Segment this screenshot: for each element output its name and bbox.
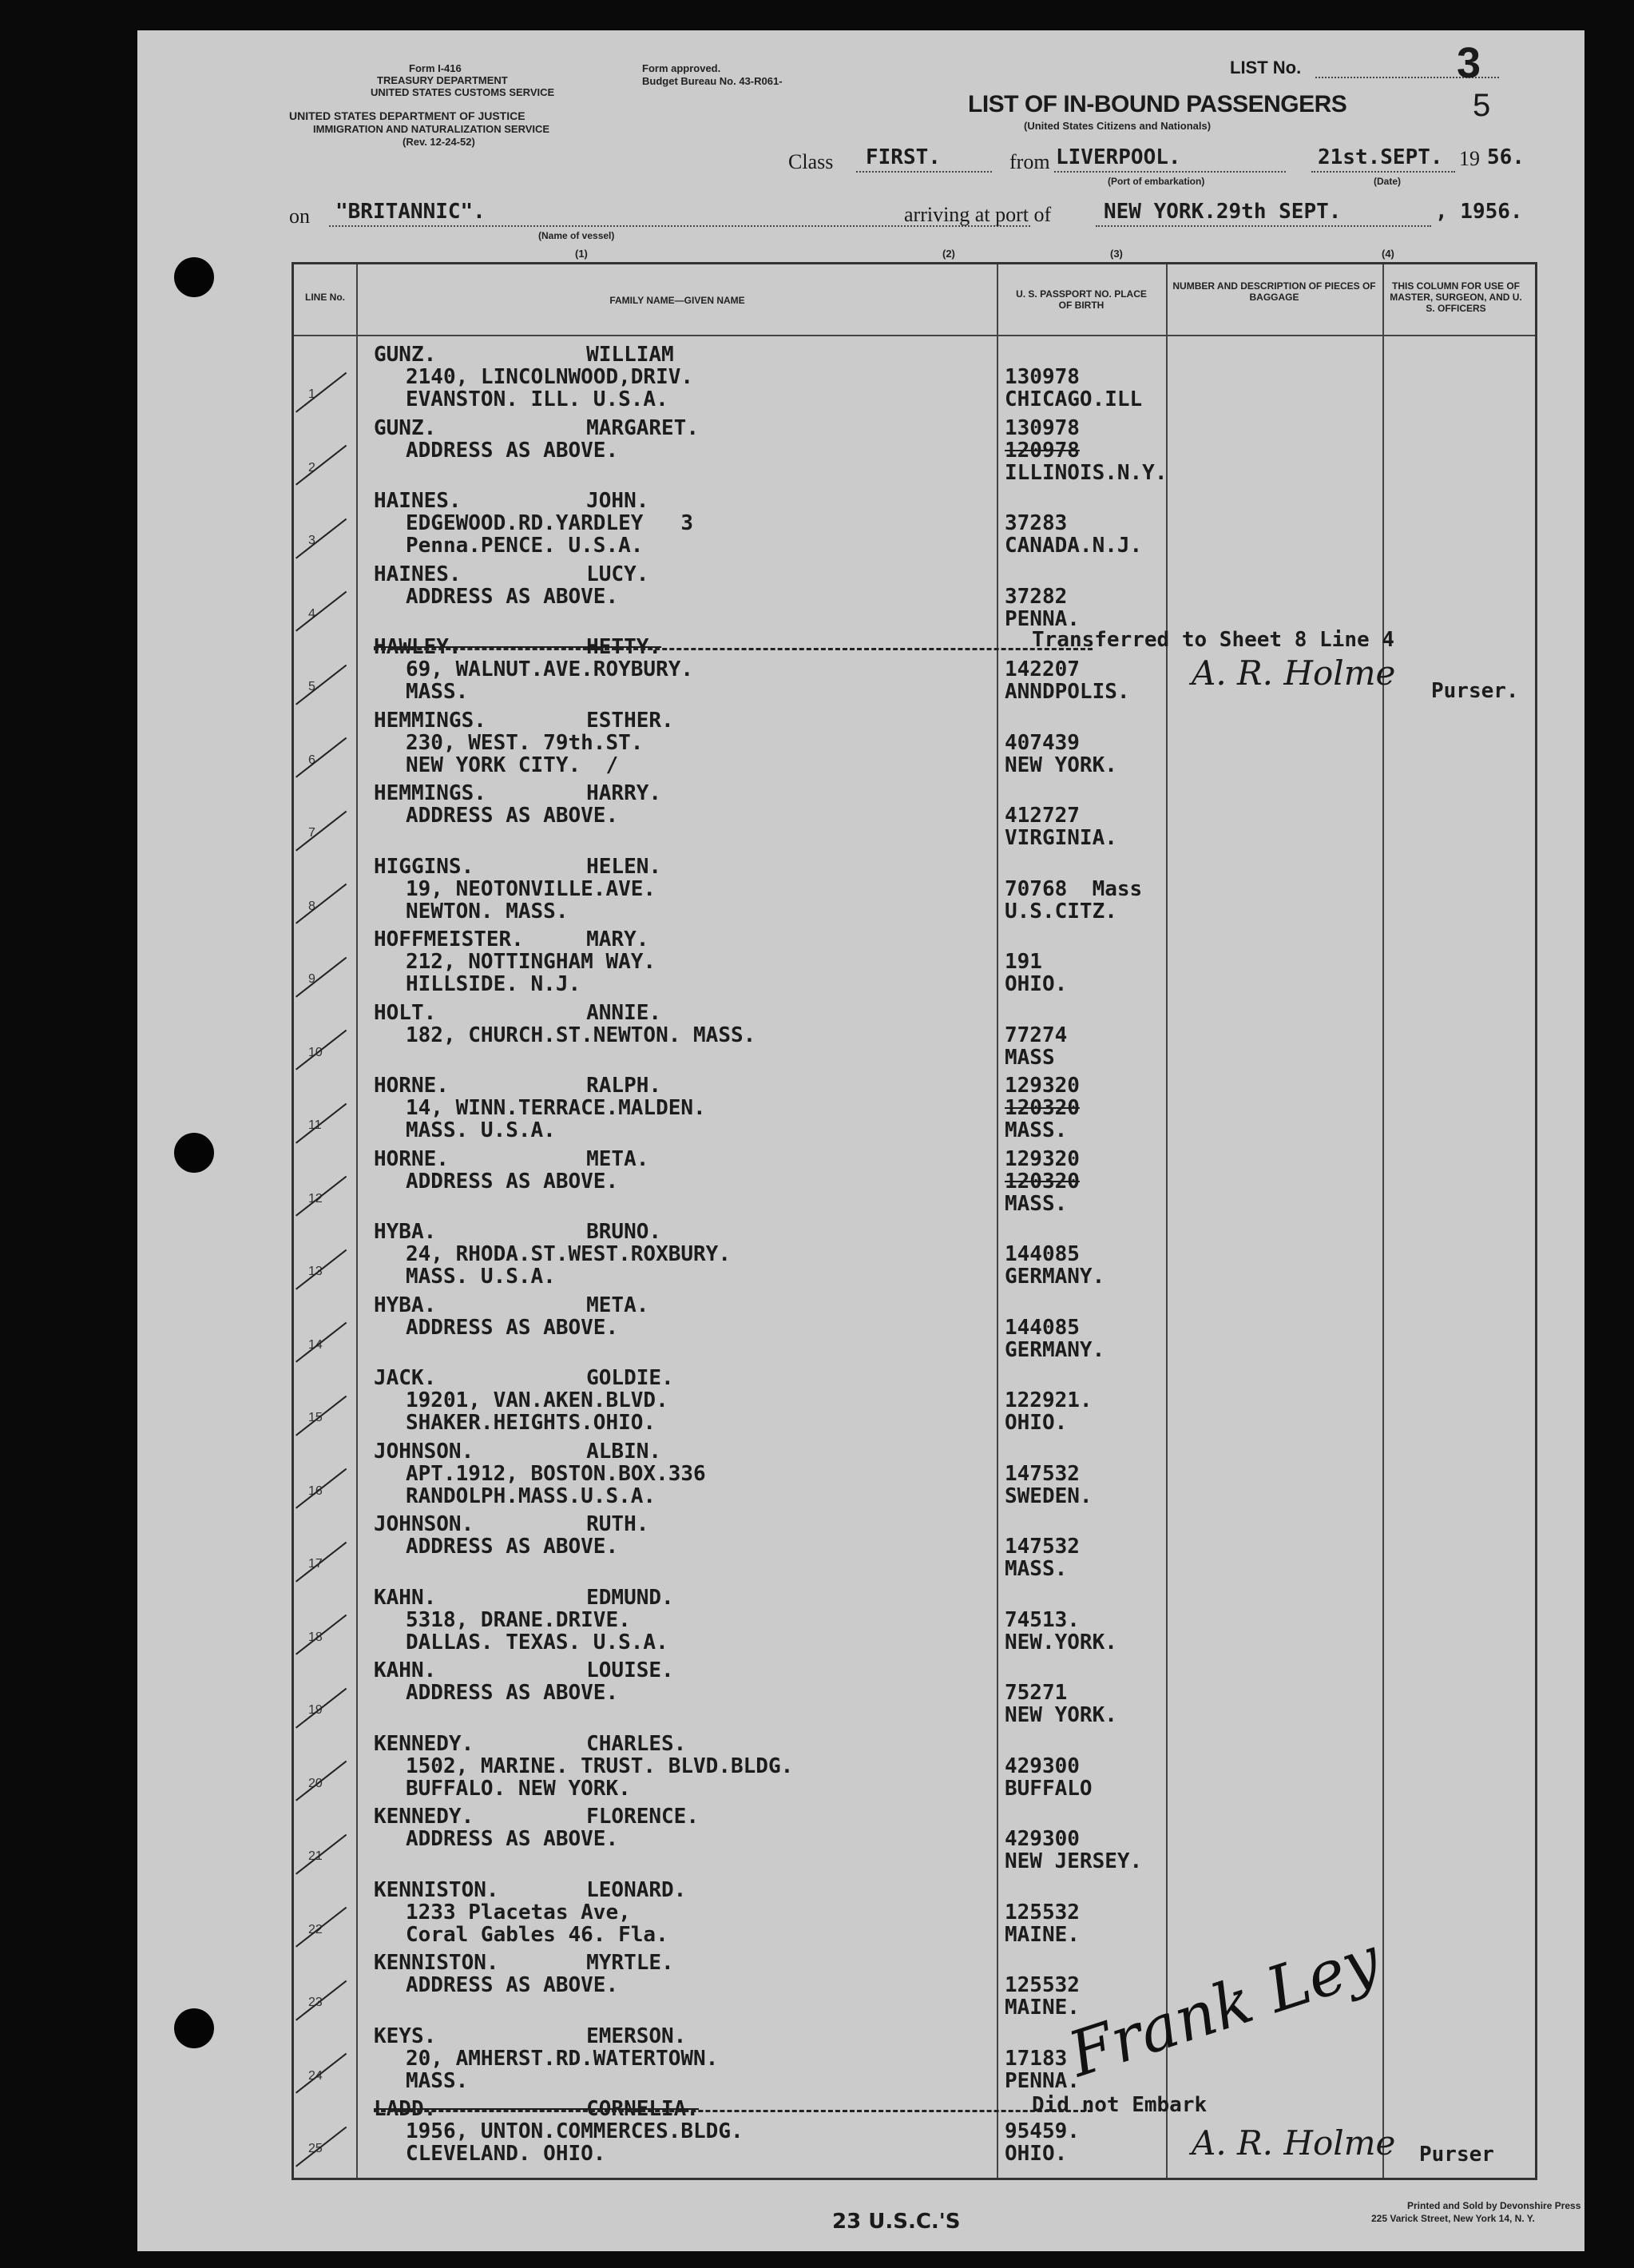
passport-number: 95459. xyxy=(1005,2119,1080,2143)
header-divider xyxy=(294,335,1535,336)
line-number: 17 xyxy=(308,1557,323,1571)
passenger-name: HAINES. JOHN. xyxy=(374,489,649,513)
passenger-name: HORNE. RALPH. xyxy=(374,1074,662,1098)
form-approved: Form approved. xyxy=(642,62,721,74)
passenger-name: KAHN. EDMUND. xyxy=(374,1585,674,1610)
check-mark xyxy=(295,1249,347,1289)
line-number: 4 xyxy=(308,606,315,621)
address-line-2: HILLSIDE. N.J. xyxy=(406,972,581,996)
passenger-row xyxy=(294,561,1535,634)
place-of-birth: PENNA. xyxy=(1005,2068,1080,2093)
line-number: 16 xyxy=(308,1484,323,1498)
check-mark xyxy=(295,664,347,705)
check-mark xyxy=(295,1615,347,1655)
address-line-2: DALLAS. TEXAS. U.S.A. xyxy=(406,1630,668,1654)
passenger-name: HORNE. META. xyxy=(374,1146,649,1171)
address-line-2: CLEVELAND. OHIO. xyxy=(406,2142,606,2166)
header-name: FAMILY NAME—GIVEN NAME xyxy=(609,295,745,306)
passenger-name: HOLT. ANNIE. xyxy=(374,1000,662,1025)
address-line-1: 212, NOTTINGHAM WAY. xyxy=(406,950,656,974)
passenger-name: GUNZ. MARGARET. xyxy=(374,415,699,440)
embarkation-date: 21st.SEPT. xyxy=(1318,145,1443,169)
line-number: 11 xyxy=(308,1118,322,1132)
passenger-name: KENNEDY. CHARLES. xyxy=(374,1731,687,1756)
arrival-port-date: NEW YORK.29th SEPT. xyxy=(1104,200,1342,224)
from-label: from xyxy=(1009,150,1050,173)
place-of-birth: BUFFALO xyxy=(1005,1776,1093,1801)
officer-signature: Frank Ley xyxy=(1060,1924,1389,2091)
passenger-row xyxy=(294,1072,1535,1146)
check-mark xyxy=(295,1980,347,2020)
address-line-2: SHAKER.HEIGHTS.OHIO. xyxy=(406,1411,656,1435)
address-line-1: ADDRESS AS ABOVE. xyxy=(406,438,619,463)
place-of-birth-corrected: MASS. xyxy=(1005,1191,1068,1216)
place-of-birth: CHICAGO.ILL xyxy=(1005,387,1143,411)
place-of-birth: U.S.CITZ. xyxy=(1005,899,1117,923)
place-of-birth: OHIO. xyxy=(1005,972,1068,996)
place-of-birth: MASS. xyxy=(1005,1557,1068,1581)
passenger-row xyxy=(294,926,1535,999)
date-caption: (Date) xyxy=(1374,176,1402,187)
place-of-birth: 120320 xyxy=(1005,1096,1080,1120)
class-label: Class xyxy=(788,150,834,173)
check-mark xyxy=(295,518,347,558)
class-rule xyxy=(856,171,992,173)
line-number: 7 xyxy=(308,826,315,840)
check-mark xyxy=(295,810,347,851)
check-mark xyxy=(295,1395,347,1436)
passenger-row xyxy=(294,1584,1535,1658)
place-of-birth: 120978 xyxy=(1005,438,1080,463)
place-of-birth: NEW.YORK. xyxy=(1005,1630,1117,1654)
address-line-2: RANDOLPH.MASS.U.S.A. xyxy=(406,1484,656,1508)
address-line-1: ADDRESS AS ABOVE. xyxy=(406,804,619,828)
place-of-birth: GERMANY. xyxy=(1005,1337,1105,1362)
passenger-name: JOHNSON. RUTH. xyxy=(374,1512,649,1536)
column-number-4: (4) xyxy=(1382,248,1394,260)
passport-number: 77274 xyxy=(1005,1023,1068,1047)
header-passport: U. S. PASSPORT NO. PLACE OF BIRTH xyxy=(1016,288,1147,311)
check-mark xyxy=(295,1322,347,1363)
treasury-department: TREASURY DEPARTMENT xyxy=(377,74,508,86)
line-number: 1 xyxy=(308,387,315,401)
passenger-name: GUNZ. WILLIAM xyxy=(374,343,674,367)
passenger-row xyxy=(294,1657,1535,1730)
department-of-justice: UNITED STATES DEPARTMENT OF JUSTICE xyxy=(289,109,525,122)
passenger-row xyxy=(294,1730,1535,1804)
address-line-1: ADDRESS AS ABOVE. xyxy=(406,1681,619,1705)
header-line-no: LINE No. xyxy=(305,292,345,303)
address-line-2: NEW YORK CITY. / xyxy=(406,753,619,777)
place-of-birth: VIRGINIA. xyxy=(1005,826,1117,850)
place-of-birth: OHIO. xyxy=(1005,2142,1068,2166)
address-line-1: ADDRESS AS ABOVE. xyxy=(406,1535,619,1559)
statute-reference: 23 U.S.C.'S xyxy=(832,2210,961,2234)
passenger-name: HEMMINGS. ESTHER. xyxy=(374,708,674,733)
manifest-sheet xyxy=(137,30,1584,2251)
check-mark xyxy=(295,1541,347,1582)
line-number: 18 xyxy=(308,1630,323,1644)
passenger-name: HAINES. LUCY. xyxy=(374,562,649,586)
passport-number: 130978 xyxy=(1005,365,1080,389)
on-label: on xyxy=(289,205,310,228)
address-line-1: ADDRESS AS ABOVE. xyxy=(406,1169,619,1194)
address-line-1: ADDRESS AS ABOVE. xyxy=(406,584,619,609)
passenger-row xyxy=(294,999,1535,1073)
address-line-1: 1956, UNTON.COMMERCES.BLDG. xyxy=(406,2119,744,2143)
place-of-birth: ANNDPOLIS. xyxy=(1005,680,1130,704)
passenger-row xyxy=(294,1364,1535,1438)
passenger-name: KENNISTON. LEONARD. xyxy=(374,1877,687,1902)
check-mark xyxy=(295,1833,347,1874)
place-of-birth: 120320 xyxy=(1005,1169,1080,1194)
passport-number: 129320 xyxy=(1005,1074,1080,1098)
passenger-row xyxy=(294,1438,1535,1511)
line-number: 5 xyxy=(308,680,315,693)
address-line-2: MASS. U.S.A. xyxy=(406,1118,556,1142)
address-line-1: ADDRESS AS ABOVE. xyxy=(406,1315,619,1340)
passport-number: 70768 Mass xyxy=(1005,876,1143,901)
passport-number: 407439 xyxy=(1005,730,1080,755)
address-line-2: BUFFALO. NEW YORK. xyxy=(406,1776,631,1801)
cancelled-entry-line xyxy=(374,2110,1093,2112)
passenger-name: HYBA. BRUNO. xyxy=(374,1220,662,1244)
passport-number: 429300 xyxy=(1005,1754,1080,1778)
passport-number: 17183 xyxy=(1005,2046,1068,2071)
purser-title-2: Purser xyxy=(1419,2143,1494,2167)
passenger-row xyxy=(294,1803,1535,1877)
list-number-value: 3 xyxy=(1457,39,1481,87)
did-not-embark-note: Did not Embark xyxy=(1032,2093,1208,2117)
passport-number: 125532 xyxy=(1005,1973,1080,1997)
address-line-2: EVANSTON. ILL. U.S.A. xyxy=(406,387,668,411)
address-line-1: 14, WINN.TERRACE.MALDEN. xyxy=(406,1096,706,1120)
passenger-name: HAWLEY. HETTY. xyxy=(374,635,662,659)
address-line-2: Penna.PENCE. U.S.A. xyxy=(406,534,644,558)
list-number-label: LIST No. xyxy=(1230,58,1302,77)
passenger-row xyxy=(294,1146,1535,1219)
from-rule xyxy=(1054,171,1286,173)
date-year-prefix: 19 xyxy=(1459,147,1480,170)
passport-number: 429300 xyxy=(1005,1827,1080,1851)
check-mark xyxy=(295,371,347,412)
budget-bureau: Budget Bureau No. 43-R061- xyxy=(642,75,783,87)
arrival-rule xyxy=(1096,225,1431,227)
printer-line-2: 225 Varick Street, New York 14, N. Y. xyxy=(1371,2213,1535,2224)
check-mark xyxy=(295,1687,347,1728)
cancelled-entry-line xyxy=(374,648,1093,650)
address-line-1: 2140, LINCOLNWOOD,DRIV. xyxy=(406,365,694,389)
address-line-1: 69, WALNUT.AVE.ROYBURY. xyxy=(406,657,694,681)
address-line-1: ADDRESS AS ABOVE. xyxy=(406,1973,619,1997)
place-of-birth: NEW YORK. xyxy=(1005,1703,1117,1727)
check-mark xyxy=(295,2053,347,2094)
check-mark xyxy=(295,737,347,778)
date-rule xyxy=(1311,171,1455,173)
date-year: 56. xyxy=(1487,145,1525,169)
check-mark xyxy=(295,1907,347,1948)
document-title: LIST OF IN-BOUND PASSENGERS xyxy=(968,91,1347,117)
passenger-name: HIGGINS. HELEN. xyxy=(374,854,662,879)
address-line-1: 230, WEST. 79th.ST. xyxy=(406,730,644,755)
arriving-label: arriving at port of xyxy=(904,203,1052,226)
check-mark xyxy=(295,591,347,632)
binder-hole-top xyxy=(174,257,214,297)
line-number: 23 xyxy=(308,1996,323,2009)
passport-number: 129320 xyxy=(1005,1146,1080,1171)
address-line-2: MASS. xyxy=(406,2068,469,2093)
passenger-row xyxy=(294,1292,1535,1365)
passenger-name: JOHNSON. ALBIN. xyxy=(374,1439,662,1464)
address-line-1: 19, NEOTONVILLE.AVE. xyxy=(406,876,656,901)
passenger-name: KAHN. LOUISE. xyxy=(374,1658,674,1682)
column-number-1: (1) xyxy=(575,248,588,260)
address-line-1: 24, RHODA.ST.WEST.ROXBURY. xyxy=(406,1242,731,1266)
line-number: 3 xyxy=(308,534,315,547)
passenger-row xyxy=(294,1511,1535,1584)
revision-date: (Rev. 12-24-52) xyxy=(403,136,475,148)
line-number: 22 xyxy=(308,1922,323,1936)
line-number: 15 xyxy=(308,1411,323,1424)
place-of-birth: MAINE. xyxy=(1005,1922,1080,1947)
address-line-1: 20, AMHERST.RD.WATERTOWN. xyxy=(406,2046,719,2071)
passport-number: 130978 xyxy=(1005,415,1080,440)
passport-number: 144085 xyxy=(1005,1242,1080,1266)
address-line-1: APT.1912, BOSTON.BOX.336 xyxy=(406,1461,706,1486)
passenger-row xyxy=(294,780,1535,853)
passport-number: 191 xyxy=(1005,950,1042,974)
place-of-birth: GERMANY. xyxy=(1005,1265,1105,1289)
purser-signature-1: A. R. Holme xyxy=(1192,653,1396,693)
check-mark xyxy=(295,1468,347,1509)
line-number: 13 xyxy=(308,1265,323,1278)
printer-line-1: Printed and Sold by Devonshire Press xyxy=(1407,2200,1581,2211)
transferred-note: Transferred to Sheet 8 Line 4 xyxy=(1032,628,1394,652)
line-number: 24 xyxy=(308,2068,323,2083)
address-line-2: MASS. xyxy=(406,680,469,704)
class-value: FIRST. xyxy=(866,145,941,169)
passenger-row xyxy=(294,415,1535,488)
line-number: 6 xyxy=(308,753,315,767)
line-number: 20 xyxy=(308,1776,323,1790)
place-of-birth: SWEDEN. xyxy=(1005,1484,1093,1508)
place-of-birth: CANADA.N.J. xyxy=(1005,534,1143,558)
place-of-birth: OHIO. xyxy=(1005,1411,1068,1435)
column-number-3: (3) xyxy=(1110,248,1123,260)
address-line-1: 5318, DRANE.DRIVE. xyxy=(406,1607,631,1632)
purser-signature-2: A. R. Holme xyxy=(1192,2123,1396,2163)
check-mark xyxy=(295,1030,347,1070)
document-subtitle: (United States Citizens and Nationals) xyxy=(1024,120,1212,132)
place-of-birth: MAINE. xyxy=(1005,1996,1080,2020)
passenger-name: KENNISTON. MYRTLE. xyxy=(374,1951,674,1975)
vessel-caption: (Name of vessel) xyxy=(538,230,615,241)
embarkation-port: LIVERPOOL. xyxy=(1056,145,1181,169)
column-number-2: (2) xyxy=(942,248,955,260)
address-line-1: 19201, VAN.AKEN.BLVD. xyxy=(406,1388,668,1412)
passenger-row xyxy=(294,707,1535,780)
list-number-extra: 5 xyxy=(1473,88,1491,123)
address-line-1: EDGEWOOD.RD.YARDLEY 3 xyxy=(406,511,694,535)
passenger-table xyxy=(292,262,1537,2180)
place-of-birth-corrected: ILLINOIS.N.Y. xyxy=(1005,460,1168,485)
passport-number: 125532 xyxy=(1005,1900,1080,1924)
address-line-1: ADDRESS AS ABOVE. xyxy=(406,1827,619,1851)
address-line-1: 182, CHURCH.ST.NEWTON. MASS. xyxy=(406,1023,756,1047)
passenger-name: KENNEDY. FLORENCE. xyxy=(374,1805,699,1829)
place-of-birth: NEW JERSEY. xyxy=(1005,1849,1143,1873)
passport-number: 147532 xyxy=(1005,1535,1080,1559)
passenger-name: KEYS. EMERSON. xyxy=(374,2024,687,2048)
embarkation-caption: (Port of embarkation) xyxy=(1108,176,1205,187)
passport-number: 412727 xyxy=(1005,804,1080,828)
passenger-row xyxy=(294,487,1535,561)
check-mark xyxy=(295,2126,347,2167)
passenger-name: HOFFMEISTER. MARY. xyxy=(374,927,649,951)
purser-title-1: Purser. xyxy=(1431,679,1519,703)
passport-number: 74513. xyxy=(1005,1607,1080,1632)
line-number: 8 xyxy=(308,899,315,913)
line-number: 25 xyxy=(308,2142,323,2155)
place-of-birth: NEW YORK. xyxy=(1005,753,1117,777)
passenger-row xyxy=(294,341,1535,415)
binder-hole-middle xyxy=(174,1133,214,1173)
arrival-year: , 1956. xyxy=(1435,200,1523,224)
passenger-row xyxy=(294,853,1535,927)
check-mark xyxy=(295,1102,347,1143)
place-of-birth: PENNA. xyxy=(1005,606,1080,631)
check-mark xyxy=(295,884,347,924)
passenger-row xyxy=(294,2023,1535,2096)
passport-number: 147532 xyxy=(1005,1461,1080,1486)
passport-number: 37283 xyxy=(1005,511,1068,535)
header-officers: THIS COLUMN FOR USE OF MASTER, SURGEON, AND U. S. OFFICERS xyxy=(1390,280,1522,314)
address-line-1: 1502, MARINE. TRUST. BLVD.BLDG. xyxy=(406,1754,794,1778)
passenger-row xyxy=(294,1218,1535,1292)
passport-number: 75271 xyxy=(1005,1681,1068,1705)
passenger-name: LADD. CORNELIA. xyxy=(374,2097,699,2121)
passport-number: 144085 xyxy=(1005,1315,1080,1340)
header-baggage: NUMBER AND DESCRIPTION OF PIECES OF BAGGAGE xyxy=(1172,280,1376,303)
line-number: 21 xyxy=(308,1849,323,1863)
address-line-2: MASS. U.S.A. xyxy=(406,1265,556,1289)
address-line-2: NEWTON. MASS. xyxy=(406,899,569,923)
line-number: 12 xyxy=(308,1191,323,1205)
passenger-name: JACK. GOLDIE. xyxy=(374,1366,674,1390)
customs-service: UNITED STATES CUSTOMS SERVICE xyxy=(371,86,555,98)
line-number: 14 xyxy=(308,1337,323,1352)
passport-number: 122921. xyxy=(1005,1388,1093,1412)
passport-number: 37282 xyxy=(1005,584,1068,609)
place-of-birth-corrected: MASS. xyxy=(1005,1118,1068,1142)
check-mark xyxy=(295,1176,347,1217)
vessel-name: "BRITANNIC". xyxy=(335,200,486,224)
check-mark xyxy=(295,445,347,486)
place-of-birth: MASS xyxy=(1005,1045,1055,1070)
binder-hole-bottom xyxy=(174,2008,214,2048)
passenger-name: HYBA. META. xyxy=(374,1293,649,1317)
check-mark xyxy=(295,956,347,997)
line-number: 2 xyxy=(308,460,315,475)
address-line-1: 1233 Placetas Ave, xyxy=(406,1900,631,1924)
line-number: 19 xyxy=(308,1703,323,1717)
line-number: 9 xyxy=(308,972,315,986)
line-number: 10 xyxy=(308,1045,323,1059)
form-number: Form I-416 xyxy=(409,62,462,74)
address-line-2: Coral Gables 46. Fla. xyxy=(406,1922,668,1947)
passenger-name: HEMMINGS. HARRY. xyxy=(374,781,662,805)
passport-number: 142207 xyxy=(1005,657,1080,681)
ins-name: IMMIGRATION AND NATURALIZATION SERVICE xyxy=(313,123,550,135)
check-mark xyxy=(295,1761,347,1801)
